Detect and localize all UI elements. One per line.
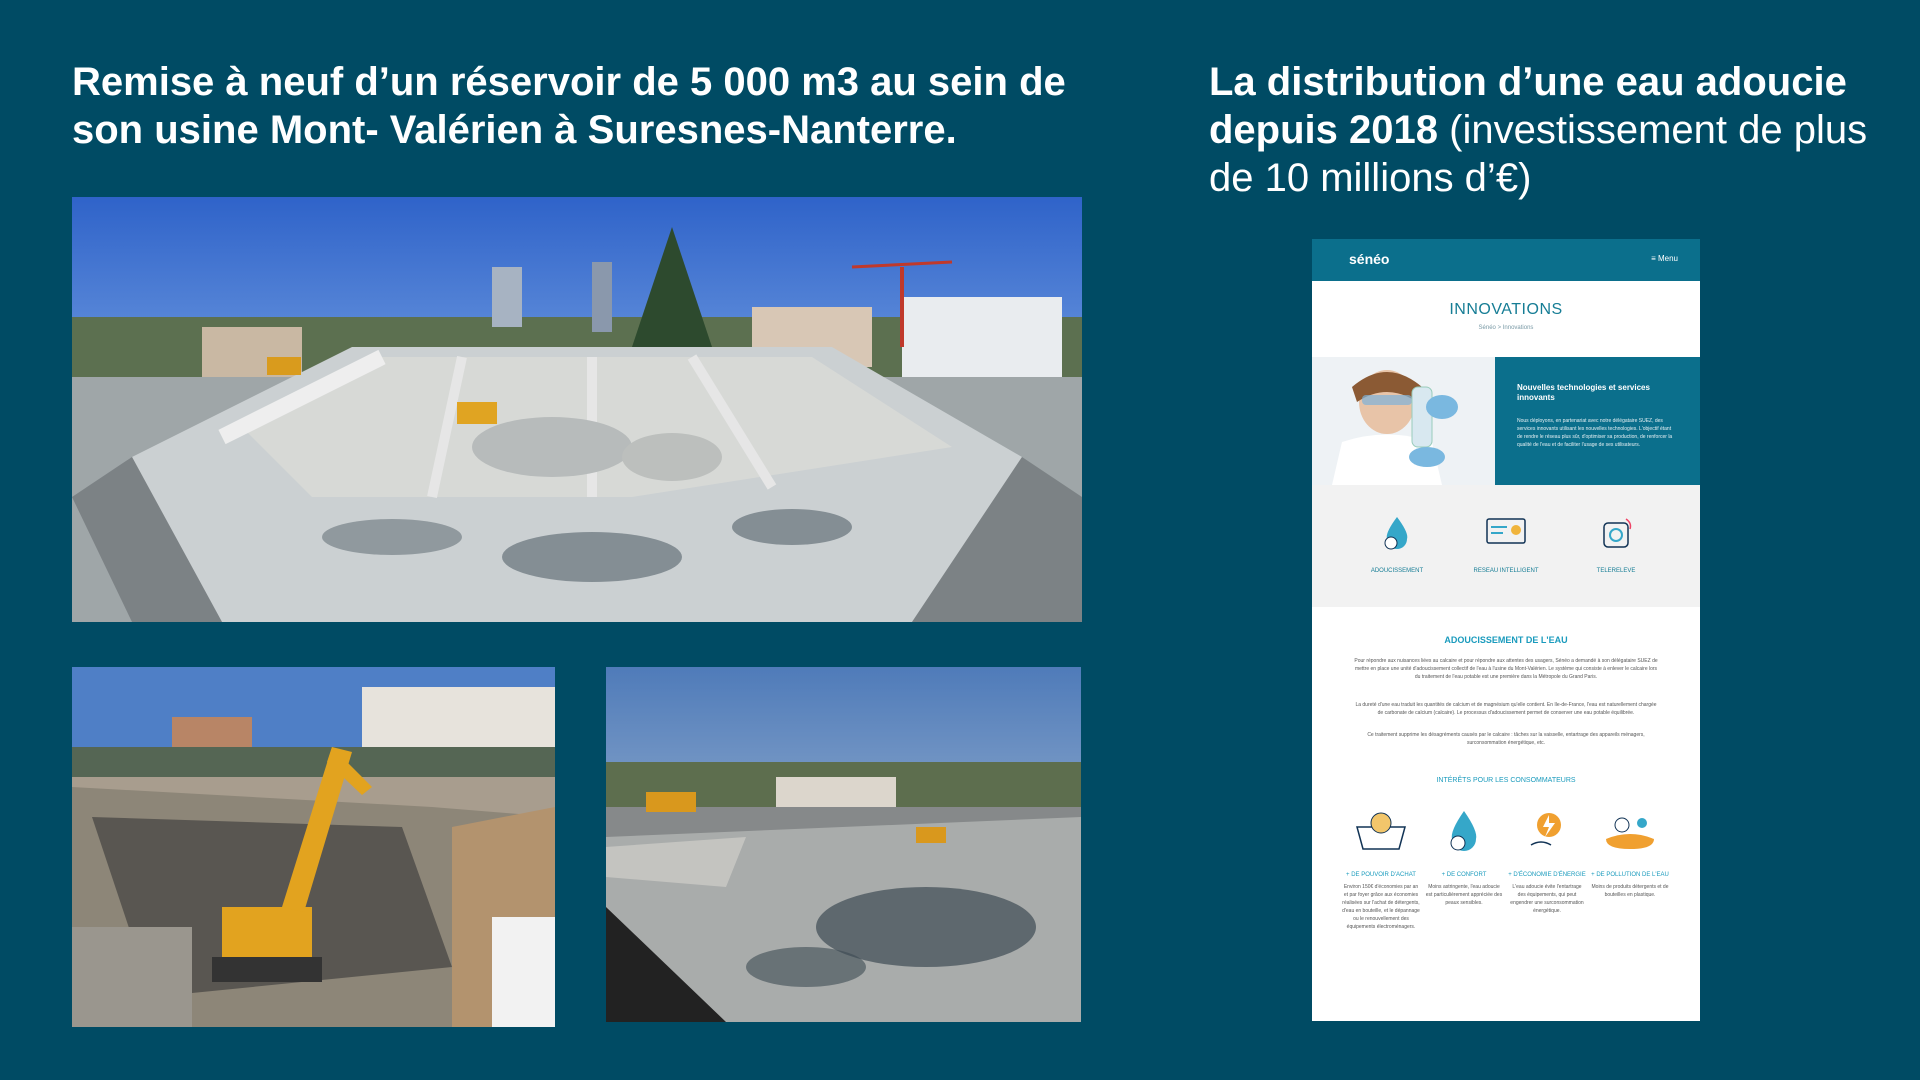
left-title: Remise à neuf d’un réservoir de 5 000 m3 au sein de son usine Mont- Valérien à Suresnes-Nanterre. [72,60,1066,152]
site-breadcrumb[interactable]: Sénéo > Innovations [1478,325,1534,331]
benefit-title: + DE POUVOIR D'ACHAT [1346,872,1416,878]
softening-paragraph-2: La dureté d'une eau traduit les quantités de calcium et de magnésium qu'elle contient. En Ile-de-France, l'eau est naturellement chargée de carbonate de calcium (calcaire). Le processus d'adoucissement permet de conserver une eau potable équilibrée. [1355,702,1657,716]
scientist-image [1312,357,1495,485]
innovation-label: ADOUCISSEMENT [1370,568,1424,574]
innovation-label: RESEAU INTELLIGENT [1473,568,1539,574]
seneo-website-screenshot [1312,239,1700,1021]
benefit-text: Moins de produits détergents et de bouteilles en plastique. [1591,884,1669,898]
hero-title: Nouvelles technologies et services innovants [1517,383,1650,402]
smart-network-icon [1481,513,1531,553]
benefit-title: + D'ÉCONOMIE D'ÉNERGIE [1508,872,1586,878]
benefit-comfort [1425,809,1503,907]
benefit-less-pollution [1591,809,1669,899]
site-header [1312,239,1700,281]
benefit-text: Moins astringente, l'eau adoucie est particulièrement appréciée des peaux sensibles. [1425,884,1503,906]
softening-paragraph-1: Pour répondre aux nuisances liées au calcaire et pour répondre aux attentes des usagers, Sénéo a demandé à son délégataire SUEZ de mettre en place une unité d'adoucissement collectif de l'eau à l'usine du Mont-Valérien. Le système qui consiste à enlever le calcaire lors du traitement de l'eau potable est une première dans la Métropole du Grand Paris. [1354,658,1658,680]
site-page-title: INNOVATIONS [1449,301,1563,318]
reservoir-panorama-photo [72,197,1082,622]
cotton-drop-icon [1442,809,1486,853]
innovation-remote-reading[interactable] [1571,513,1661,574]
innovation-icons [1312,485,1700,607]
benefits-title: INTÉRÊTS POUR LES CONSOMMATEURS [1436,777,1576,784]
site-hero [1312,357,1700,485]
hero-text: Nous déployons, en partenariat avec notre délégataire SUEZ, des services innovants utilisant les nouvelles technologies. L'objectif étant de rendre le réseau plus sûr, d'optimiser sa production, de renforcer la qualité de l'eau et de faciliter l'usage de ses utilisateurs. [1517,418,1673,448]
innovation-label: TELERELEVE [1596,568,1636,574]
water-drop-icon [1377,513,1417,553]
right-title [1209,58,1889,202]
nature-icon [1600,809,1660,853]
excavator-demolition-photo [72,667,555,1027]
benefit-title: + DE CONFORT [1441,872,1487,878]
right-title-bold: La distribution d’une eau adoucie depuis 2018 [1209,60,1847,152]
site-menu-button[interactable]: ≡ Menu [1651,254,1678,263]
hero-text-box [1495,357,1700,485]
meter-icon [1596,513,1636,553]
softening-section-title: ADOUCISSEMENT DE L'EAU [1444,635,1568,645]
benefit-title: + DE POLLUTION DE L'EAU [1591,872,1669,878]
benefit-text: Environ 150€ d'économies par an et par foyer grâce aux économies réalisées sur l'achat de détergents, d'eau en bouteille, et le dépannage ou le renouvellement des équipements électroménagers. [1342,884,1420,930]
benefit-text: L'eau adoucie évite l'entartrage des équipements, qui peut engendrer une surconsommation énergétique. [1510,884,1584,914]
site-logo[interactable]: sénéo [1349,251,1390,267]
energy-icon [1525,809,1569,853]
benefit-energy-saving [1508,809,1586,915]
softening-paragraph-3: Ce traitement supprime les désagréments causés par le calcaire : tâches sur la vaisselle, entartrage des appareils ménagers, surconsommation énergétique, etc. [1367,732,1645,746]
right-title-regular: (investissement de plus de 10 millions d’€) [1209,108,1868,200]
benefit-purchasing-power [1342,809,1420,931]
innovation-softening[interactable] [1352,513,1442,574]
reservoir-floor-photo [606,667,1081,1022]
innovation-smart-network[interactable] [1461,513,1551,574]
basket-icon [1351,809,1411,853]
